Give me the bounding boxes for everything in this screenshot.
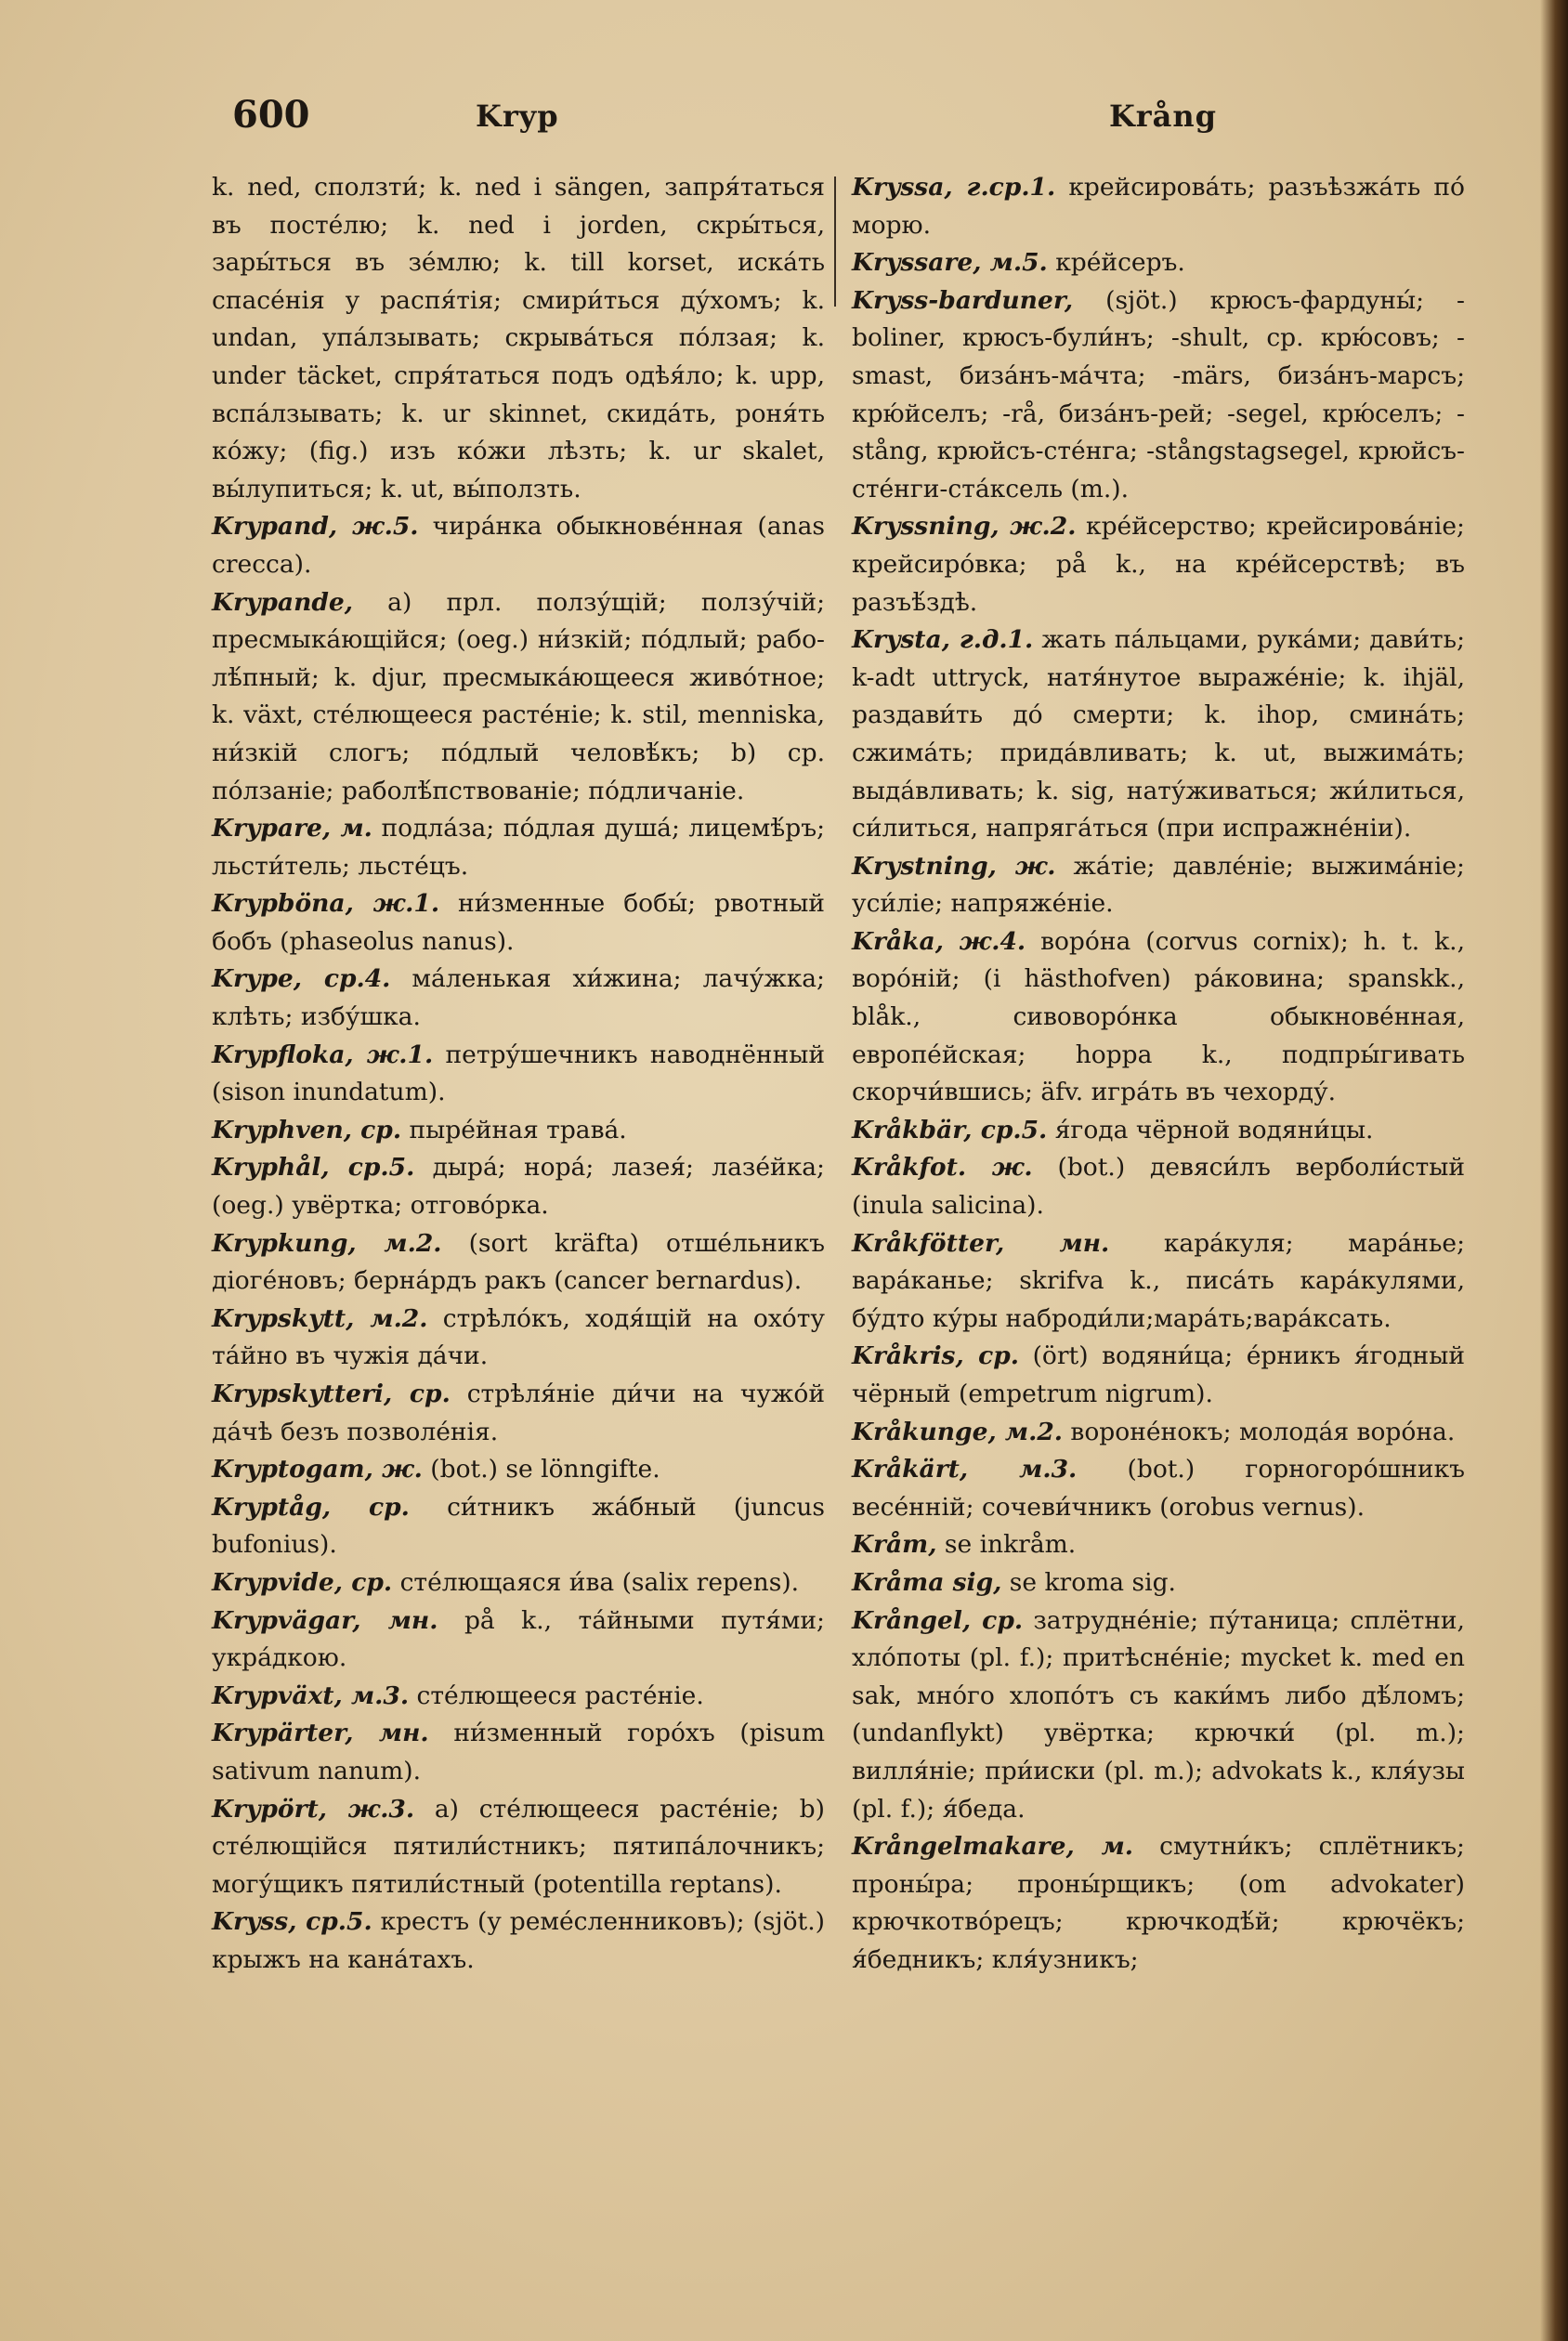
entry-definition: k. ned, сползти́; k. ned i sängen, запря́таться въ посте́лю; k. ned i jorden, скры́ться, зары́ться въ зе́млю; k. till korset, иска́ть спасе́нія у распя́тія; смири́ться ду́хомъ; k. undan, упа́лзывать; скрыва́ться по́лзая; k. under täcket, спря́таться подъ одѣя́ло; k. upp, вспа́лзывать; k. ur skinnet, скида́ть, роня́ть ко́жу; (fig.) изъ ко́жи лѣзть; k. ur skalet, вы́лупиться; k. ut, вы́ползть. [212,173,825,504]
right-running-head: Krång [1108,98,1217,134]
entry-headword: Krype, ср.4. [212,964,391,994]
entry-headword: Krypskytteri, ср. [212,1380,451,1408]
entry-headword: Kråkunge, м.2. [852,1417,1063,1446]
dictionary-entry [852,923,1465,1112]
entry-headword: Krypvägar, мн. [212,1605,438,1635]
right-column [852,169,1465,1980]
dictionary-entry [212,1149,825,1224]
dictionary-entry [852,1414,1465,1452]
entry-headword: Krypärter, мн. [212,1719,429,1748]
dictionary-entry [212,584,825,811]
entry-headword: Kråkfot. ж. [852,1153,1033,1183]
dictionary-entry [212,1489,825,1564]
entry-headword: Krypväxt, м.3. [212,1681,410,1710]
dictionary-entry [852,848,1465,923]
entry-definition: я́года чёрной водяни́цы. [1054,1115,1374,1144]
entry-headword: Kryphål, ср.5. [212,1153,415,1183]
entry-headword: Kryptogam, ж. [212,1455,423,1484]
dictionary-entry [212,1602,825,1678]
dictionary-entry [212,1564,825,1602]
dictionary-entry [852,1225,1465,1339]
column-divider [834,177,836,307]
dictionary-entry [852,1451,1465,1526]
entry-headword: Krypfloka, ж.1. [212,1040,434,1069]
entry-definition: se kroma sig. [1009,1567,1176,1597]
entry-definition: ма́ленькая хи́жина; лачу́жка; клѣть; избу́шка. [212,964,825,1032]
entry-definition: сте́лющаяся и́ва (salix repens). [399,1567,800,1597]
dictionary-entry [212,1678,825,1716]
entry-headword: Kryss-barduner, [852,285,1074,315]
dictionary-entry [212,1376,825,1451]
dictionary-entry [852,169,1465,244]
entry-definition: си́тникъ жа́бный (juncus bufonius). [212,1492,825,1560]
dictionary-entry [212,1037,825,1112]
entry-headword: Krypare, м. [212,814,372,844]
entry-headword: Kråka, ж.4. [852,926,1026,956]
dictionary-entry [852,1149,1465,1224]
entry-definition: жа́тіе; давле́ніе; выжима́ніе; уси́ліе; напряже́ніе. [852,851,1465,919]
entry-definition: стрѣля́ніе ди́чи на чужо́й да́чѣ безъ позволе́нія. [212,1380,825,1446]
dictionary-entry [852,282,1465,509]
dictionary-entry [212,1451,825,1489]
entry-headword: Kråkärt, м.3. [852,1455,1078,1484]
dictionary-entry [212,885,825,961]
dictionary-entry [852,1602,1465,1829]
entry-definition: жать па́льцами, рука́ми; дави́ть; k-adt uttryck, натя́нутое выраже́ніе; k. ihjäl, раздави́ть до́ смерти; k. ihop, смина́ть; сжима́ть; прида́вливать; k. ut, выжима́ть; выда́вливать; k. sig, нату́живаться; жи́литься, си́литься, напряга́ться (при испражне́ніи). [852,625,1466,844]
entry-headword: Kråkris, ср. [852,1341,1019,1371]
dictionary-entry [212,1112,825,1150]
dictionary-entry [852,244,1465,282]
entry-definition: ни́зменные бобы́; рвотный бобъ (phaseolus nanus). [212,889,825,956]
entry-definition: (ört) водяни́ца; е́рникъ я́годный чёрный (empetrum nigrum). [852,1341,1465,1408]
left-column [212,169,825,1980]
entry-definition: se inkråm. [944,1530,1077,1560]
entry-headword: Kråm, [852,1530,937,1560]
entry-definition: (sjöt.) крюсъ-фардуны́; -boliner, крюсъ-були́нъ; -shult, ср. крю́совъ; -smast, биза́нъ-ма́чта; -märs, биза́нъ-марсъ; крю́йселъ; -rå, биза́нъ-рей; -segel, крю́селъ; -stång, крюйсъ-сте́нга; -stångstagsegel, крюйсъ-сте́нги-ста́ксель (m.). [852,285,1465,504]
entry-definition: кара́куля; мара́нье; вара́канье; skrifva k., писа́ть кара́кулями, бу́дто ку́ры наброди́ли;мара́ть;вара́ксать. [852,1228,1465,1333]
dictionary-entry [212,810,825,885]
dictionary-entry [852,1526,1465,1564]
entry-headword: Kryssa, г.ср.1. [852,173,1056,202]
dictionary-entry [212,1791,825,1904]
entry-definition: а) сте́лющееся расте́ніе; b) сте́лющійся пятили́стникъ; пятипа́лочникъ; могу́щикъ пятили́стный (potentilla reptans). [212,1794,825,1899]
entry-headword: Kråma sig, [852,1567,1002,1597]
entry-definition: дыра́; нора́; лазея́; лазе́йка; (oeg.) увёртка; отгово́рка. [212,1153,825,1221]
entry-definition: (sort kräfta) отше́льникъ діоге́новъ; берна́рдъ ракъ (cancer bernardus). [212,1228,825,1296]
dictionary-entry [852,1564,1465,1602]
entry-headword: Kryssare, м.5. [852,248,1048,278]
dictionary-entry [212,1301,825,1376]
entry-headword: Krypböna, ж.1. [212,889,440,919]
entry-headword: Kråkbär, ср.5. [852,1115,1048,1144]
entry-headword: Krångel, ср. [852,1605,1024,1635]
entry-definition: смутни́къ; сплётникъ; проны́ра; проны́рщикъ; (om advokater) крючкотво́рецъ; крючкодѣ́й; крючёкъ; я́бедникъ; кля́узникъ; [852,1832,1465,1974]
entry-definition: затрудне́ніе; пу́таница; сплётни, хло́поты (pl. f.); притѣсне́ніе; mycket k. med en sak, мно́го хлопо́тъ съ каки́мъ либо дѣ́ломъ; (undanflykt) увёртка; крючки́ (pl. m.); вилля́ніе; при́иски (pl. m.); advokats k., кля́узы (pl. f.); я́беда. [852,1605,1465,1824]
entry-definition: пыре́йная трава́. [409,1115,627,1144]
dictionary-entry [852,1338,1465,1413]
dictionary-entry [212,508,825,583]
entry-headword: Kryptåg, ср. [212,1492,410,1522]
entry-definition: крейсирова́ть; разъѣзжа́ть по́ морю. [852,173,1465,240]
entry-headword: Kråkfötter, мн. [852,1228,1110,1258]
entry-definition: (bot.) se lönngifte. [430,1455,660,1484]
dictionary-entry [852,1112,1465,1150]
entry-definition: воро́на (corvus cornix); h. t. k., воро́ній; (i hästhofven) ра́ковина; spanskk., blåk., сивоворо́нка обыкнове́нная, европе́йская; hoppa k., подпры́гивать скорчи́вшись; äfv. игра́ть въ чехорду́. [852,926,1466,1107]
entry-headword: Krångelmakare, м. [852,1832,1134,1862]
dictionary-entry [212,169,825,508]
dictionary-entry [212,961,825,1036]
entry-definition: вороне́нокъ; молода́я воро́на. [1070,1417,1456,1446]
left-running-head: Kryp [476,98,559,134]
dictionary-entry [852,1828,1465,1979]
dictionary-entry [212,1903,825,1979]
entry-headword: Krypand, ж.5. [212,512,419,542]
book-spine-shadow [1540,0,1568,2341]
entry-definition: кре́йсеръ. [1055,248,1185,278]
entry-headword: Kryphven, ср. [212,1115,402,1144]
dictionary-entry [852,508,1465,621]
dictionary-entry [212,1715,825,1790]
entry-headword: Krystning, ж. [852,851,1056,881]
entry-definition: (bot.) девяси́лъ верболи́стый (inula salicina). [852,1153,1465,1221]
entry-definition: кре́йсерство; крейсирова́ніе; крейсиро́вка; på k., на кре́йсерствѣ; въ разъѣ́здѣ. [852,512,1465,617]
entry-headword: Kryss, ср.5. [212,1907,372,1937]
entry-definition: подла́за; по́длая душа́; лицемѣ́ръ; льсти́тель; льсте́цъ. [212,814,825,881]
running-header [232,93,1217,139]
entry-definition: крестъ (у реме́сленниковъ); (sjöt.) крыжъ на кана́тахъ. [212,1907,825,1974]
entry-headword: Krypvide, ср. [212,1567,393,1597]
entry-definition: сте́лющееся расте́ніе. [416,1681,704,1710]
entry-headword: Krypskytt, м.2. [212,1303,428,1333]
entry-definition: (bot.) горногоро́шникъ весе́нній; сочеви́чникъ (orobus vernus). [852,1455,1465,1522]
entry-headword: Krypande, [212,587,353,617]
entry-definition: петру́шечникъ наводнённый (sison inundatum). [212,1040,825,1107]
entry-headword: Kryssning, ж.2. [852,512,1077,542]
entry-headword: Krysta, г.д.1. [852,625,1034,655]
entry-definition: стрѣло́къ, ходя́щій на охо́ту та́йно въ чужія да́чи. [212,1303,825,1371]
entry-definition: ни́зменный горо́хъ (pisum sativum nanum). [212,1719,825,1785]
entry-headword: Krypört, ж.3. [212,1794,415,1824]
dictionary-entry [212,1225,825,1301]
page-number: 600 [232,93,310,137]
entry-definition: чира́нка обыкнове́нная (anas crecca). [212,512,825,579]
entry-definition: på k., та́йными путя́ми; укра́дкою. [212,1605,825,1673]
entry-definition: а) прл. ползу́щій; ползу́чій; пресмыка́ющійся; (oeg.) ни́зкій; по́длый; раболѣ́пный; k. djur, пресмыка́ющееся живо́тное; k. växt, сте́лющееся расте́ніе; k. stil, menniska, ни́зкій слогъ; по́длый человѣ́къ; b) ср. по́лзаніе; раболѣ́пствованіе; по́дличаніе. [212,587,825,805]
dictionary-entry [852,621,1465,848]
entry-headword: Krypkung, м.2. [212,1228,442,1258]
